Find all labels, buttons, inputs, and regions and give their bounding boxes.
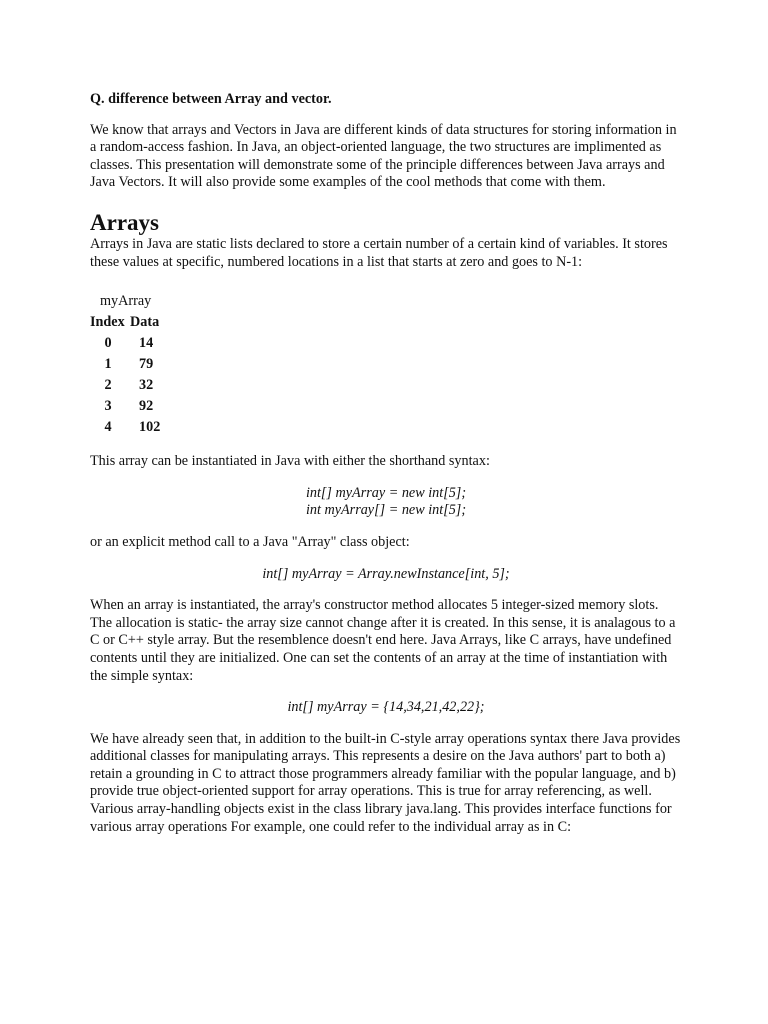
document-page	[90, 91, 682, 836]
row-data: 92	[139, 398, 154, 415]
intro-paragraph: We know that arrays and Vectors in Java are different kinds of data structures for storing information in a random-access fashion. In Java, an object-oriented language, the two structures are implimented as classes. This presentation will demonstrate some of the principle differences between Java arrays and Java Vectors. It will also provide some examples of the cool methods that come with them.	[90, 121, 677, 191]
table-row	[90, 396, 160, 417]
code-line: int[] myArray = new int[5];	[305, 484, 467, 501]
shorthand-paragraph: This array can be instantiated in Java with either the shorthand syntax:	[90, 453, 490, 470]
arrays-heading: Arrays	[90, 209, 159, 235]
array-table	[90, 312, 160, 438]
row-index: 0	[104, 335, 112, 352]
table-row	[90, 354, 160, 375]
final-paragraph: We have already seen that, in addition to the built-in C-style array operations syntax there Java provides additional classes for manipulating arrays. This represents a desire on the Java authors' part to both a) retain a grounding in C to attract those programmers already familiar with the popular language, and b) provide true object-oriented support for array operations. This is true for array referencing, as well. Various array-handling objects exist in the class library java.lang. This provides interface functions for various array operations For example, one could refer to the individual array as in C:	[90, 730, 681, 835]
explicit-paragraph: or an explicit method call to a Java "Array" class object:	[90, 533, 410, 550]
table-header-row	[90, 312, 160, 333]
row-data: 79	[139, 356, 154, 373]
row-data: 14	[139, 335, 154, 352]
row-data: 32	[139, 377, 154, 394]
row-index: 4	[104, 419, 112, 436]
header-data: Data	[130, 314, 160, 331]
code-block-shorthand	[90, 485, 682, 520]
code-line: int[] myArray = Array.newInstance[int, 5];	[262, 565, 510, 582]
table-row	[90, 333, 160, 354]
row-data: 102	[139, 419, 161, 436]
code-line: int myArray[] = new int[5];	[305, 502, 467, 519]
row-index: 1	[104, 356, 112, 373]
row-index: 2	[104, 377, 112, 394]
row-index: 3	[104, 398, 112, 415]
code-block-initializer	[90, 699, 682, 717]
table-row	[90, 375, 160, 396]
array-name-label: myArray	[100, 293, 152, 310]
code-line: int[] myArray = {14,34,21,42,22};	[287, 699, 485, 716]
arrays-description: Arrays in Java are static lists declared to store a certain number of a certain kind of variables. It stores these values at specific, numbered locations in a list that starts at zero and goes to N-1:	[90, 235, 668, 270]
table-row	[90, 417, 160, 438]
header-index: Index	[90, 314, 125, 331]
code-block-explicit	[90, 566, 682, 584]
question-heading: Q. difference between Array and vector.	[90, 91, 332, 107]
array-table-block	[90, 291, 682, 438]
instantiated-paragraph: When an array is instantiated, the array's constructor method allocates 5 integer-sized memory slots. The allocation is static- the array size cannot change after it is created. In this sense, it is analagous to a C or C++ style array. But the resemblence doesn't end here. Java Arrays, like C arrays, have undefined contents until they are initialized. One can set the contents of an array at the time of instantiation with the simple syntax:	[90, 597, 676, 684]
